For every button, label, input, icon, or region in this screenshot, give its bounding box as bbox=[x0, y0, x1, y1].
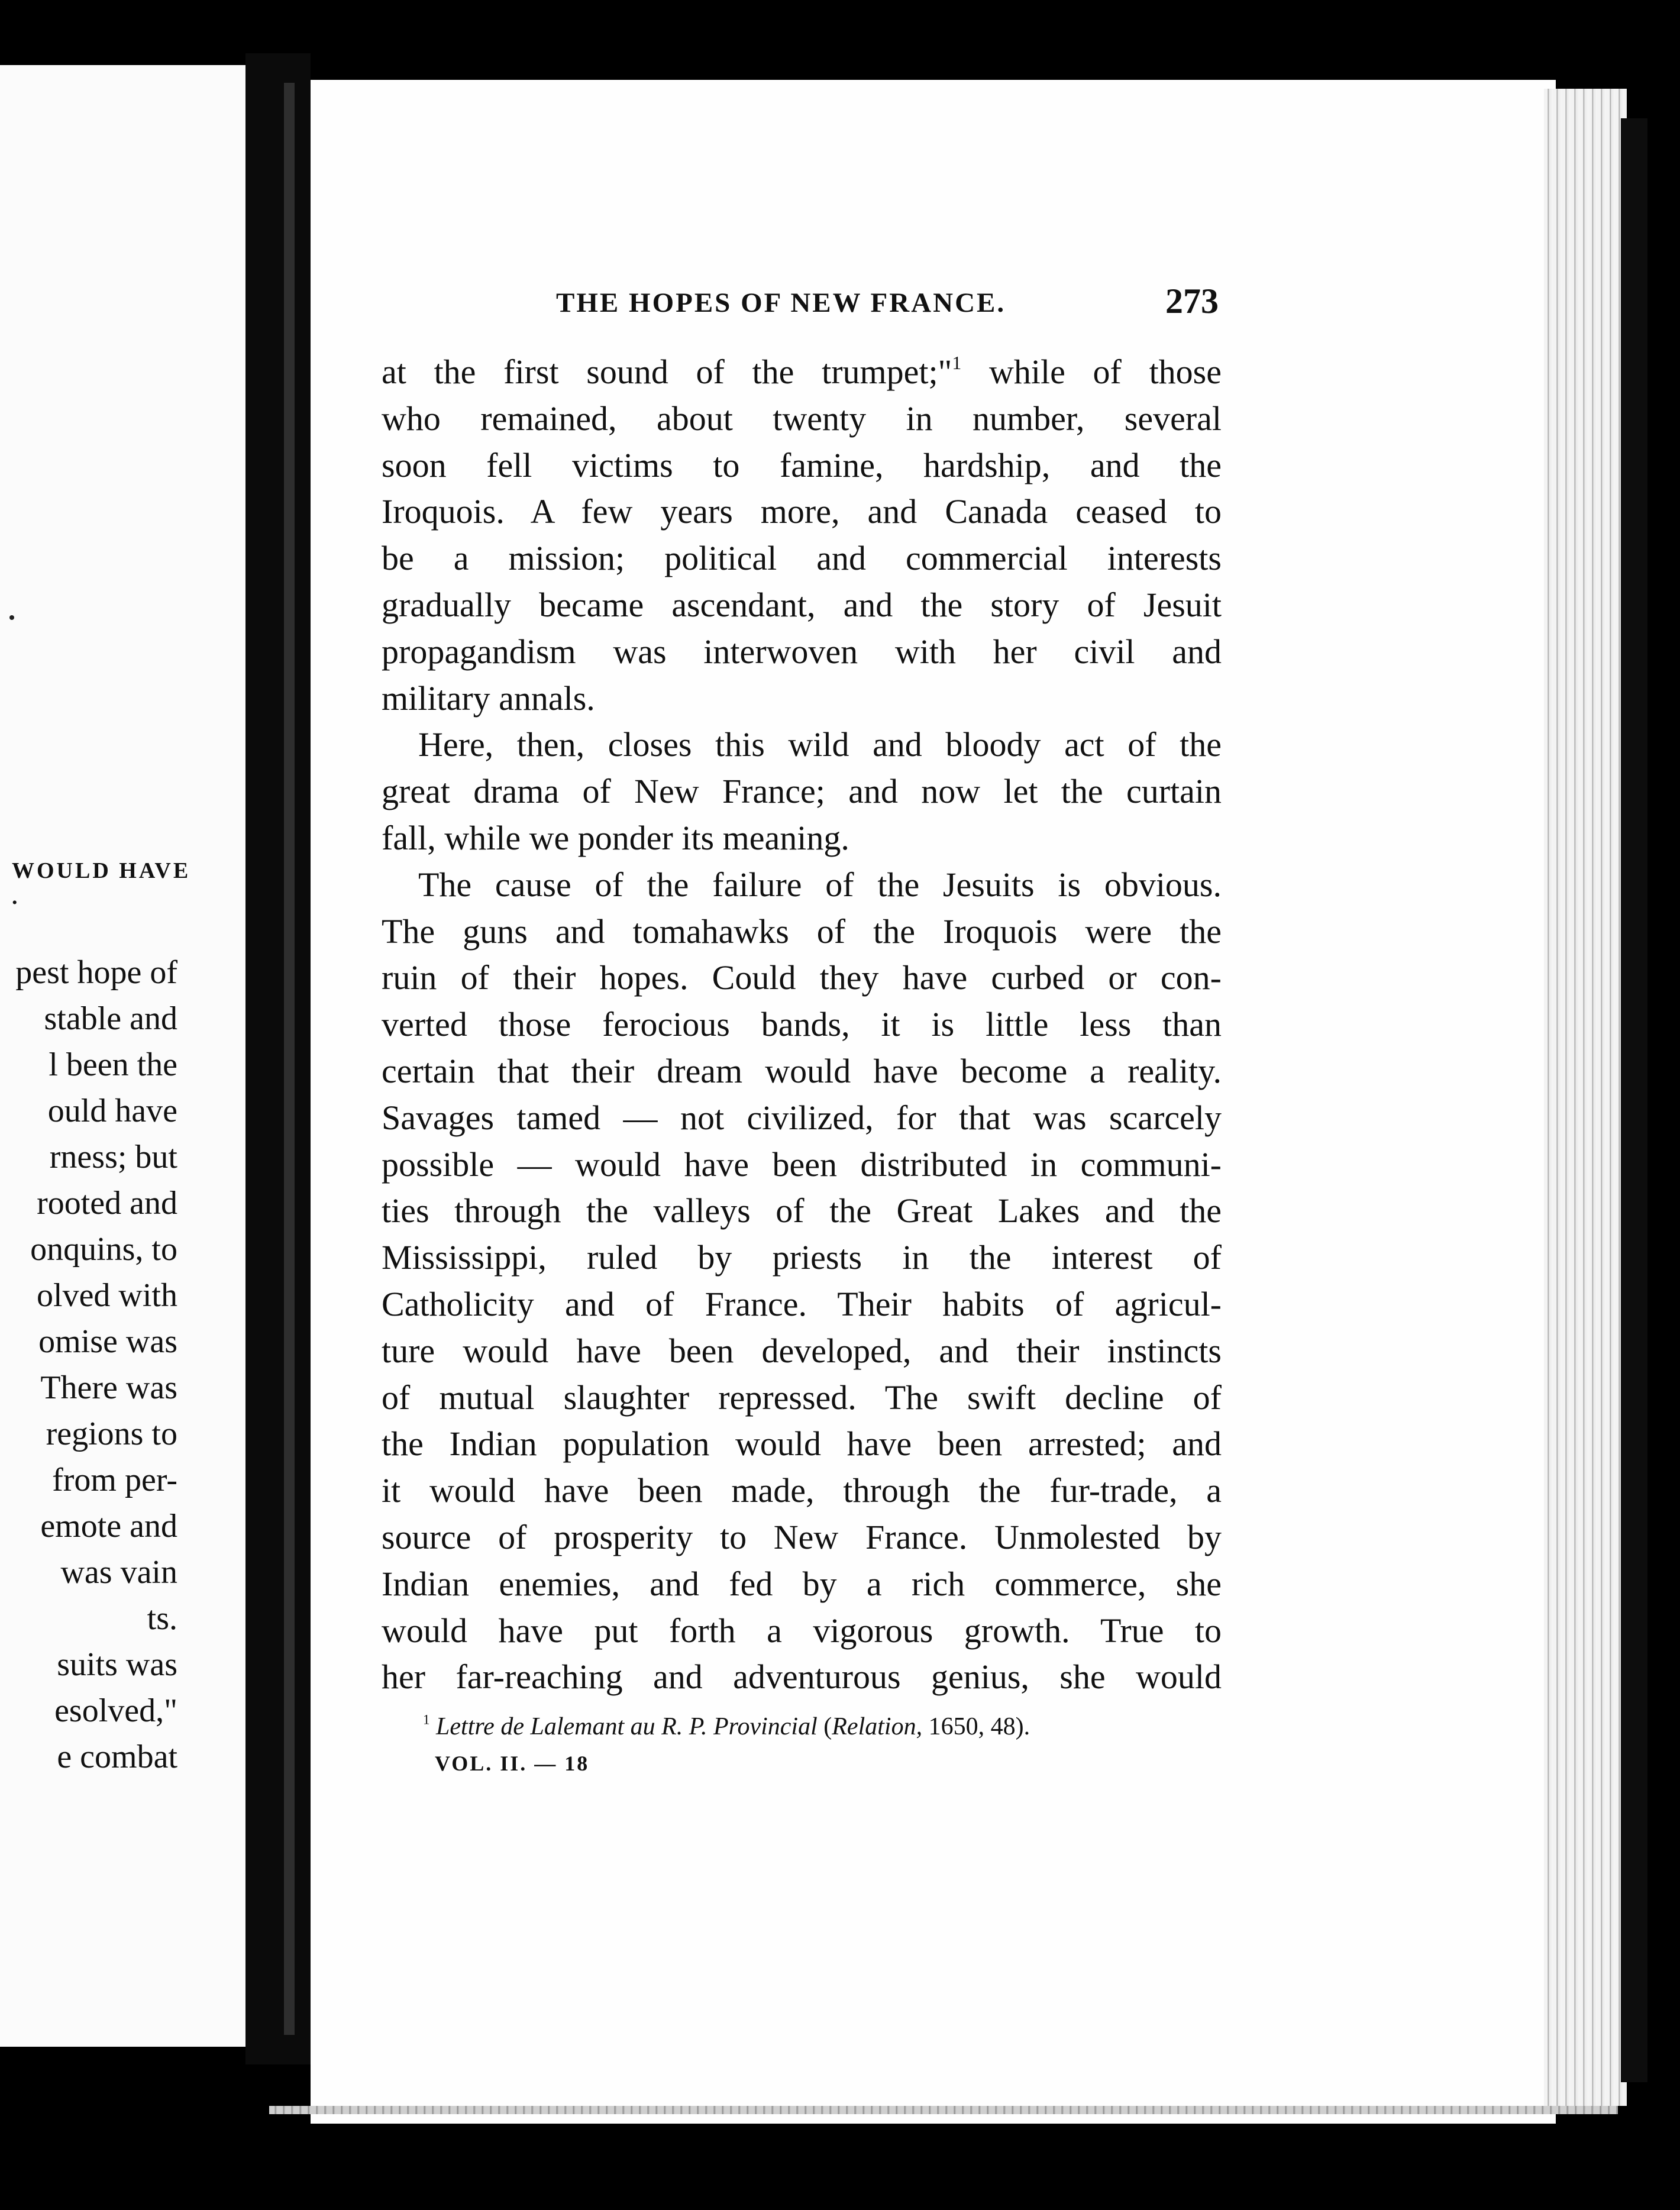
paragraph-first-line: Here, then, closes this wild and bloody act of the bbox=[418, 725, 1222, 764]
left-page-line: l been the bbox=[49, 1046, 177, 1083]
left-page-line: rooted and bbox=[37, 1185, 177, 1222]
left-page-line: ould have bbox=[47, 1093, 177, 1129]
left-page-line: was vain bbox=[60, 1554, 177, 1591]
text-line: ruin of their hopes. Could they have curbed or con- bbox=[382, 958, 1222, 997]
text-line: propagandism was interwoven with her civil and bbox=[382, 632, 1222, 671]
left-page-line: e combat bbox=[57, 1739, 177, 1775]
left-page-line: pest hope of bbox=[15, 954, 177, 991]
footnote-marker: 1 bbox=[423, 1711, 430, 1727]
text-line: her far-reaching and adventurous genius, she would bbox=[382, 1658, 1222, 1697]
left-page-line: suits was bbox=[57, 1646, 177, 1683]
left-page-heading-fragment: WOULD HAVE . bbox=[12, 858, 191, 909]
body-text bbox=[382, 349, 1222, 1701]
footnote-citation-open: ( bbox=[817, 1713, 832, 1740]
footnote-reference: 1 bbox=[952, 353, 962, 374]
footnote-citation-close: 1650, 48). bbox=[922, 1713, 1030, 1740]
footnote-title: Lettre de Lalemant au R. P. Provincial bbox=[436, 1713, 818, 1740]
text-line: soon fell victims to famine, hardship, and the bbox=[382, 445, 1222, 484]
text-line: be a mission; political and commercial interests bbox=[382, 539, 1222, 578]
text-segment: at the first sound of the trumpet;" bbox=[382, 353, 952, 391]
text-line: The guns and tomahawks of the Iroquois were the bbox=[382, 912, 1222, 951]
left-page-line: regions to bbox=[46, 1416, 177, 1452]
text-line: great drama of New France; and now let the curtain bbox=[382, 772, 1222, 811]
left-page-line: olved with bbox=[37, 1277, 177, 1314]
left-page-line: from per- bbox=[52, 1462, 177, 1498]
signature-mark: VOL. II. — 18 bbox=[435, 1752, 590, 1775]
text-line: military annals. bbox=[382, 678, 595, 718]
left-page-line: ts. bbox=[147, 1600, 177, 1637]
left-page-line: esolved," bbox=[54, 1692, 177, 1729]
text-line: who remained, about twenty in number, several bbox=[382, 399, 1222, 438]
text-line: possible — would have been distributed in communi- bbox=[382, 1145, 1222, 1184]
text-line: source of prosperity to New France. Unmolested by bbox=[382, 1517, 1222, 1556]
left-page bbox=[0, 65, 245, 2047]
text-line: gradually became ascendant, and the story of Jesuit bbox=[382, 585, 1222, 624]
text-line: certain that their dream would have become a reality. bbox=[382, 1051, 1222, 1090]
spine-shadow bbox=[1621, 118, 1647, 2082]
page-number: 273 bbox=[1165, 282, 1219, 321]
text-line: Indian enemies, and fed by a rich commerce, she bbox=[382, 1564, 1222, 1603]
text-line: Catholicity and of France. Their habits of agricul- bbox=[382, 1284, 1222, 1323]
text-line: verted those ferocious bands, it is little less than bbox=[382, 1005, 1222, 1044]
left-page-line: There was bbox=[40, 1369, 177, 1406]
gutter-edge bbox=[284, 83, 295, 2035]
text-segment: while of those bbox=[961, 353, 1222, 391]
book-gutter bbox=[245, 53, 311, 2064]
text-line: it would have been made, through the fur-trade, a bbox=[382, 1471, 1222, 1510]
left-page-line: rness; but bbox=[49, 1139, 177, 1175]
left-page-line: emote and bbox=[40, 1508, 177, 1545]
text-line: of mutual slaughter repressed. The swift decline of bbox=[382, 1378, 1222, 1417]
text-line: Mississippi, ruled by priests in the interest of bbox=[382, 1238, 1222, 1277]
text-line: the Indian population would have been arrested; and bbox=[382, 1424, 1222, 1463]
text-line: Savages tamed — not civilized, for that was scarcely bbox=[382, 1098, 1222, 1137]
text-line: Iroquois. A few years more, and Canada ceased to bbox=[382, 492, 1222, 531]
text-line bbox=[382, 349, 1222, 396]
left-page-line: omise was bbox=[38, 1323, 177, 1360]
text-line: ture would have been developed, and their instincts bbox=[382, 1331, 1222, 1370]
running-head: THE HOPES OF NEW FRANCE. bbox=[556, 287, 1006, 318]
text-line: fall, while we ponder its meaning. bbox=[382, 818, 849, 857]
page-edges bbox=[1544, 89, 1627, 2106]
footnote bbox=[423, 1713, 1030, 1741]
page-bottom-edge bbox=[269, 2106, 1618, 2114]
ink-speck bbox=[9, 615, 14, 620]
left-page-line: onquins, to bbox=[30, 1231, 177, 1268]
paragraph-first-line: The cause of the failure of the Jesuits is obvious. bbox=[418, 865, 1222, 904]
text-line: would have put forth a vigorous growth. True to bbox=[382, 1611, 1222, 1650]
footnote-citation-source: Relation, bbox=[832, 1713, 923, 1740]
left-page-line: stable and bbox=[44, 1000, 177, 1037]
text-line: ties through the valleys of the Great Lakes and the bbox=[382, 1191, 1222, 1230]
